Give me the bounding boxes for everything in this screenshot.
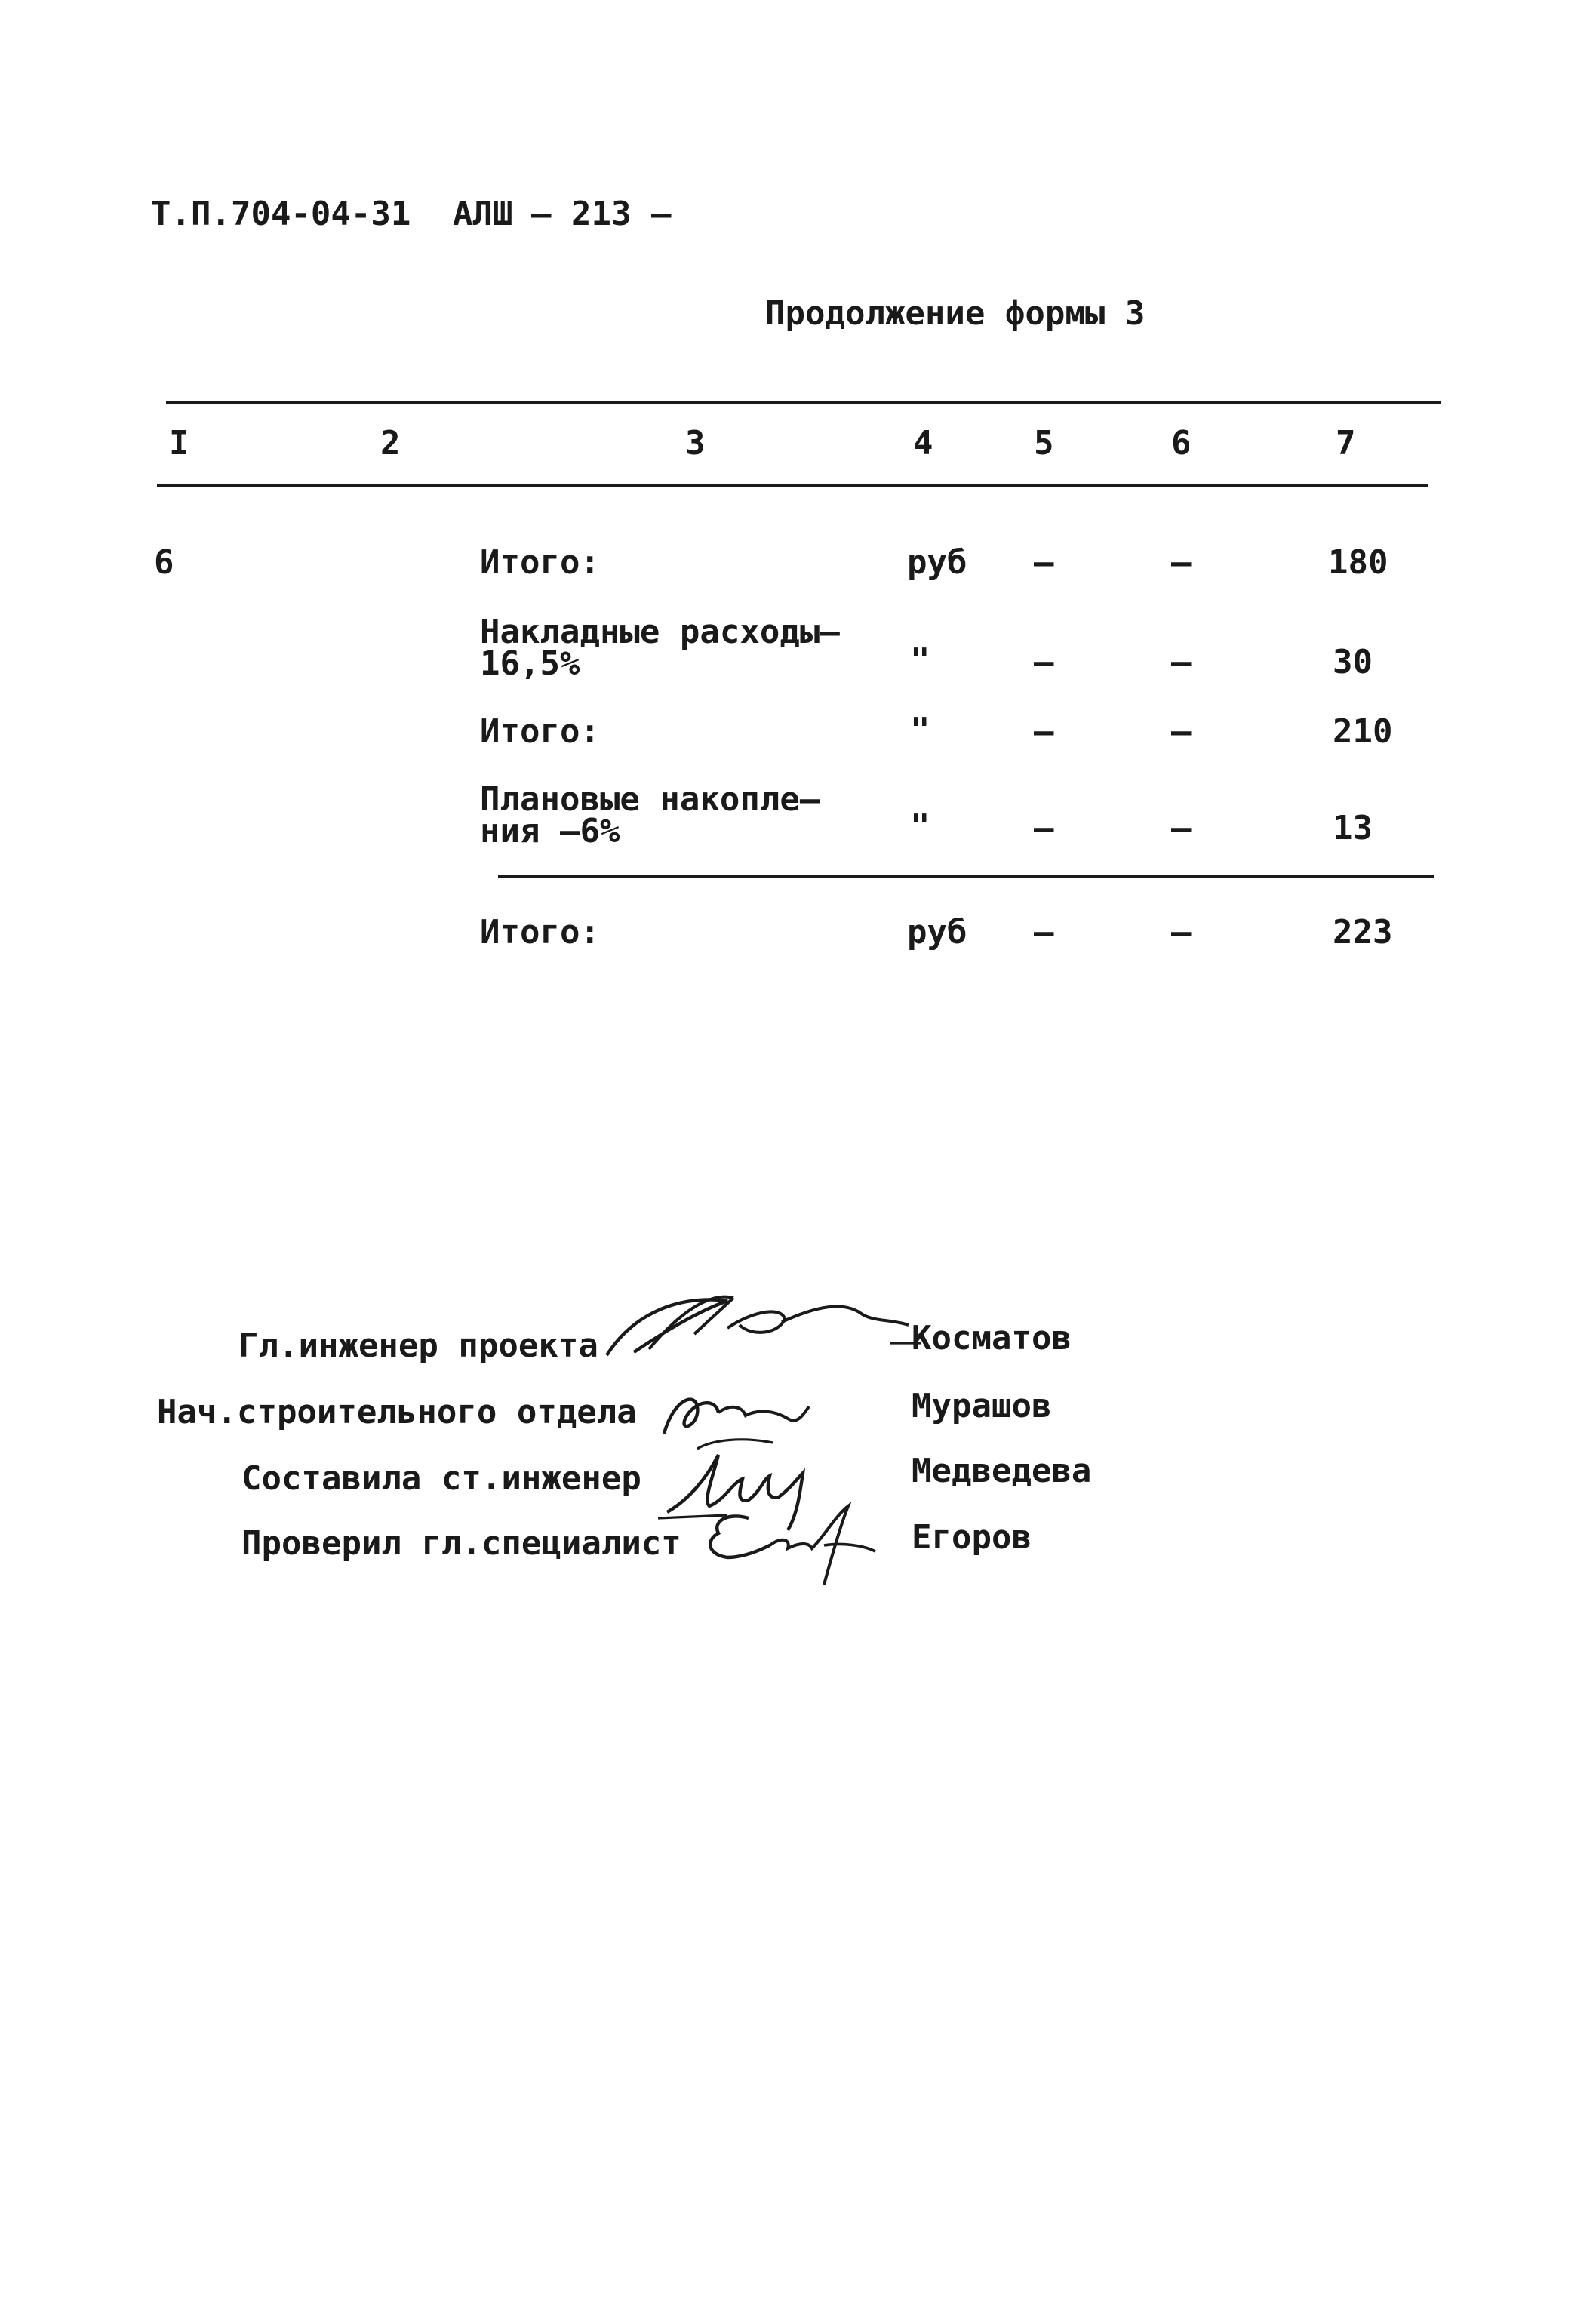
handwritten-signature-checked-by bbox=[697, 1491, 893, 1597]
table-row-3-amount: 210 bbox=[1333, 714, 1393, 752]
column-header-5: 5 bbox=[1034, 426, 1054, 463]
signature-name-construction-head: Мурашов bbox=[912, 1388, 1052, 1426]
table-row-2-title: Накладные расходы– 16,5% bbox=[480, 614, 840, 684]
form-continuation-title: Продолжение формы 3 bbox=[765, 296, 1145, 334]
table-row-4-amount: 13 bbox=[1333, 810, 1373, 848]
document-code: Т.П.704-04-31 bbox=[151, 196, 411, 234]
column-header-6: 6 bbox=[1171, 426, 1192, 463]
table-top-rule bbox=[166, 401, 1441, 404]
table-row-5-amount: 223 bbox=[1333, 915, 1393, 952]
table-row-5-col5: – bbox=[1034, 915, 1054, 952]
handwritten-signature-chief-engineer bbox=[589, 1268, 936, 1388]
table-row-4-col5: – bbox=[1034, 810, 1054, 848]
table-row-1-col5: – bbox=[1034, 545, 1054, 583]
table-row-1-title: Итого: bbox=[480, 545, 600, 583]
table-row-4-col6: – bbox=[1171, 810, 1192, 848]
table-header-rule bbox=[157, 484, 1428, 487]
table-row-3-col5: – bbox=[1034, 714, 1054, 752]
column-header-4: 4 bbox=[913, 426, 933, 463]
table-row-5-title: Итого: bbox=[480, 915, 600, 952]
sheet-number: — 213 — bbox=[531, 196, 672, 234]
column-header-2: 2 bbox=[380, 426, 401, 463]
column-header-1: I bbox=[169, 426, 189, 463]
table-row-3-unit: " bbox=[910, 712, 930, 750]
table-row-3-col6: – bbox=[1171, 714, 1192, 752]
signature-name-chief-engineer: Косматов bbox=[912, 1320, 1072, 1358]
signature-name-checked-by: Егоров bbox=[912, 1520, 1032, 1557]
table-row-2-col6: – bbox=[1171, 644, 1192, 682]
table-row-1-number: 6 bbox=[154, 545, 174, 583]
signature-role-chief-engineer: Гл.инженер проекта bbox=[238, 1328, 598, 1366]
signature-role-checked-by: Проверил гл.специалист bbox=[241, 1526, 681, 1563]
table-row-5-col6: – bbox=[1171, 915, 1192, 952]
signature-role-construction-head: Нач.строительного отдела bbox=[157, 1394, 637, 1432]
column-header-3: 3 bbox=[685, 426, 706, 463]
signature-role-compiled-by: Составила ст.инженер bbox=[241, 1461, 641, 1499]
column-header-7: 7 bbox=[1336, 426, 1356, 463]
signature-name-compiled-by: Медведева bbox=[912, 1453, 1092, 1491]
table-row-2-amount: 30 bbox=[1333, 644, 1373, 682]
table-row-3-title: Итого: bbox=[480, 714, 600, 752]
table-row-4-unit: " bbox=[910, 809, 930, 847]
sheet-label: АЛШ bbox=[453, 196, 513, 234]
table-row-1-col6: – bbox=[1171, 545, 1192, 583]
table-row-1-unit: руб bbox=[907, 545, 967, 583]
subtotal-rule bbox=[498, 875, 1434, 878]
table-row-4-title: Плановые накопле– ния –6% bbox=[480, 782, 820, 851]
table-row-2-unit: " bbox=[910, 643, 930, 681]
table-row-1-amount: 180 bbox=[1328, 545, 1388, 583]
table-row-2-col5: – bbox=[1034, 644, 1054, 682]
table-row-5-unit: руб bbox=[907, 915, 967, 952]
